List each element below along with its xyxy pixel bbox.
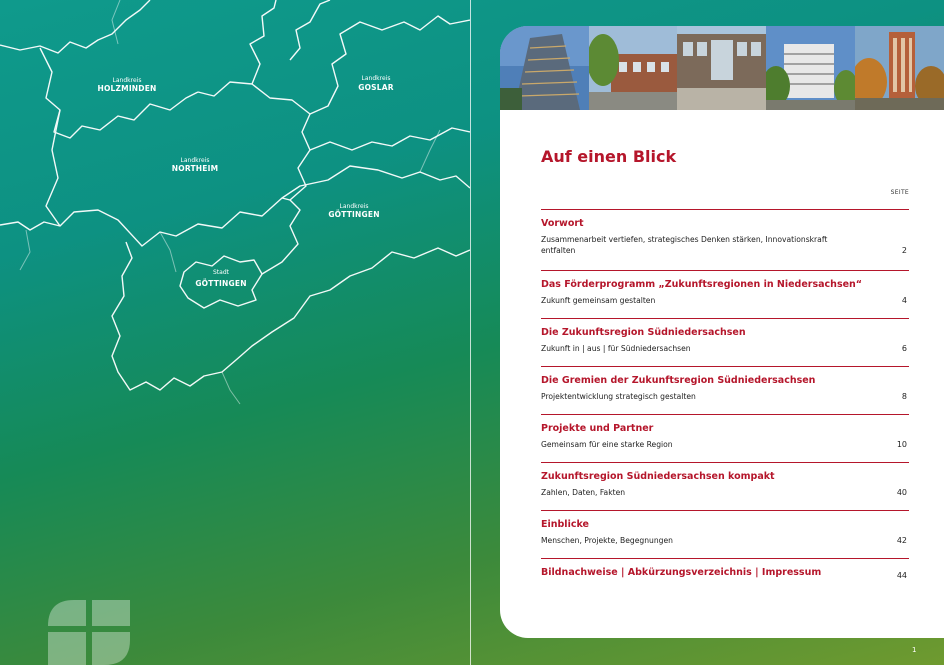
toc-entry-page: 40 <box>896 488 907 497</box>
toc-entry-heading: Projekte und Partner <box>541 423 654 434</box>
page-fold <box>470 0 471 665</box>
label-holzminden: HOLZMINDEN <box>97 84 157 93</box>
toc-entry-heading: Die Zukunftsregion Südniedersachsen <box>541 327 746 338</box>
toc-entry-subtitle: Zahlen, Daten, Fakten <box>541 488 626 497</box>
label-goettingen-lk-type: Landkreis <box>339 203 369 210</box>
boundary-goslar <box>310 128 470 150</box>
toc-entry-heading: Vorwort <box>541 218 584 229</box>
toc-entry-page: 6 <box>901 344 907 353</box>
toc-entry-subtitle: Menschen, Projekte, Begegnungen <box>541 536 673 545</box>
toc-entry-zukunftsregion[interactable] <box>541 318 909 366</box>
toc-entry-page: 2 <box>901 246 907 255</box>
label-goettingen-stadt-type: Stadt <box>213 269 229 276</box>
toc-entry-kompakt[interactable] <box>541 462 909 510</box>
label-goettingen-lk: GÖTTINGEN <box>328 210 380 219</box>
toc-entry-foerderprogramm[interactable] <box>541 270 909 318</box>
toc-entry-subtitle: Zukunft gemeinsam gestalten <box>541 296 656 305</box>
label-northeim: NORTHEIM <box>171 164 219 173</box>
photo-strip <box>500 26 944 110</box>
toc-entry-heading: Die Gremien der Zukunftsregion Südniedersachsen <box>541 375 816 386</box>
building-photo-2 <box>589 26 677 110</box>
table-of-contents <box>541 209 909 587</box>
label-northeim-type: Landkreis <box>180 157 210 164</box>
toc-entry-page: 8 <box>901 392 907 401</box>
building-photo-1 <box>500 26 589 110</box>
boundary-holzminden <box>40 48 198 138</box>
building-photo-5 <box>855 26 944 110</box>
toc-entry-heading: Einblicke <box>541 519 589 530</box>
page-column-label: SEITE <box>890 189 909 196</box>
label-goslar-type: Landkreis <box>361 75 391 82</box>
label-holzminden-type: Landkreis <box>112 77 142 84</box>
toc-entry-einblicke[interactable] <box>541 510 909 558</box>
toc-entry-page: 44 <box>896 571 907 580</box>
region-logo-icon <box>48 600 130 665</box>
toc-entry-subtitle: Zukunft in | aus | für Südniedersachsen <box>541 344 691 353</box>
building-photo-4 <box>766 26 855 110</box>
label-goettingen-stadt: GÖTTINGEN <box>195 279 247 288</box>
toc-entry-heading: Zukunftsregion Südniedersachsen kompakt <box>541 471 775 482</box>
label-goslar: GOSLAR <box>358 83 394 92</box>
building-photo-3 <box>677 26 766 110</box>
toc-entry-heading: Das Förderprogramm „Zukunftsregionen in Niedersachsen“ <box>541 279 863 290</box>
toc-entry-page: 10 <box>896 440 907 449</box>
toc-entry-heading: Bildnachweise | Abkürzungsverzeichnis | Impressum <box>541 567 822 578</box>
region-map <box>0 0 470 665</box>
boundary-northeim <box>198 82 310 200</box>
toc-entry-projekte[interactable] <box>541 414 909 462</box>
toc-entry-page: 4 <box>901 296 907 305</box>
toc-entry-page: 42 <box>896 536 907 545</box>
toc-entry-gremien[interactable] <box>541 366 909 414</box>
toc-entry-subtitle: Gemeinsam für eine starke Region <box>541 440 673 449</box>
page-number: 1 <box>912 646 917 654</box>
region-outline <box>0 0 470 390</box>
toc-entry-subtitle: Zusammenarbeit vertiefen, strategisches Denken stärken, Innovationskraft entfalten <box>541 235 828 255</box>
toc-entry-subtitle: Projektentwicklung strategisch gestalten <box>541 392 696 401</box>
toc-entry-vorwort[interactable] <box>541 209 909 256</box>
page-title: Auf einen Blick <box>541 147 677 166</box>
toc-card <box>500 26 944 638</box>
toc-entry-bildnachweise[interactable] <box>541 558 909 587</box>
